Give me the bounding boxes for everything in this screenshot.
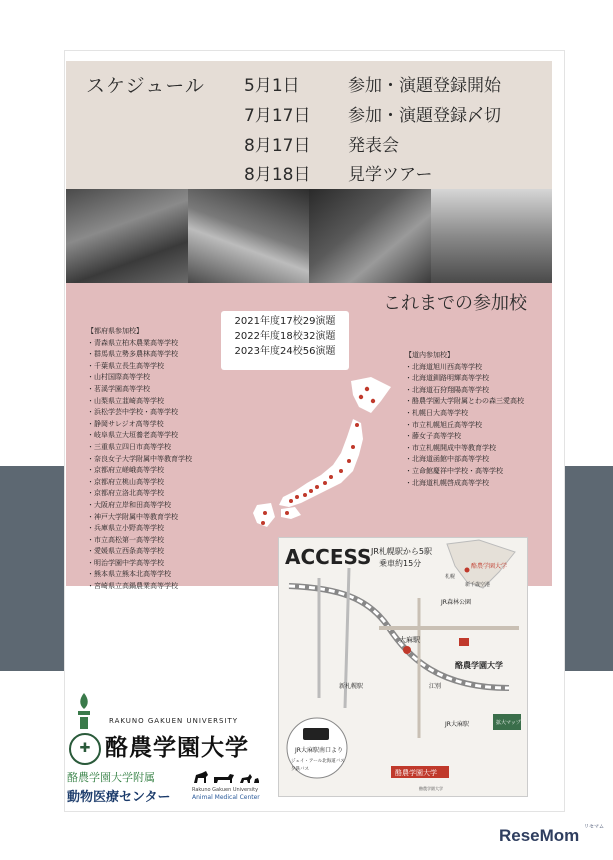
station-ooasa: 大麻駅 [399,636,420,644]
lamp-icon [73,691,95,731]
school-list-item: ・山村国際高等学校 [87,373,150,382]
station-ebetsu: 江別 [429,683,442,690]
prefecture-school-list [87,326,237,593]
schedule-event: 発表会 [348,136,399,156]
inset-airport-label: 新千歳空港 [465,582,491,588]
school-list-item: ・熊本県立熊本北高等学校 [87,570,171,579]
school-list-item: ・市立高松第一高等学校 [87,535,164,544]
bus-line-2: 夕鉄バス [291,767,309,772]
school-list-item: ・愛媛県立西条高等学校 [87,547,164,556]
animals-silhouette-icon [192,769,260,785]
inset-sapporo-label: 札幌 [445,574,456,580]
photo-lab-tour [431,189,553,283]
schedule-event: 参加・演題登録〆切 [348,106,501,126]
school-list-item: ・市立札幌開成中等教育学校 [405,443,496,452]
side-band-left [0,466,64,671]
school-list-item: ・兵庫県立小野高等学校 [87,524,164,533]
school-list-item: ・酪農学園大学附属とわの森三愛高校 [405,397,524,406]
resemom-watermark-small: リセマム [584,824,604,830]
campus-label: 酪農学園大学 [455,661,503,670]
bus-line-1: ジェイ・アール北海道バス [291,759,345,764]
station-shinsapporo: 新札幌駅 [339,683,364,690]
hokkaido-school-list [405,350,555,489]
school-list-item: ・北海道札幌啓成高等学校 [405,478,489,487]
participants-heading: これまでの参加校 [383,293,527,314]
resemom-watermark: ReseMom [499,826,580,845]
bus-title: JR大麻駅南口より [295,747,343,754]
photo-lab-corridor [188,189,310,283]
school-list-item: ・大阪府立岸和田高等学校 [87,500,171,509]
medical-center-name: 動物医療センター [67,790,171,805]
school-list-item: ・市立札幌旭丘高等学校 [405,420,482,429]
school-list-item: ・茗溪学園高等学校 [87,384,150,393]
school-list-item: ・奈良女子大学附属中等教育学校 [87,454,192,463]
access-map-drawing [279,538,527,796]
campus-marker [459,638,469,646]
access-sub1: JR札幌駅から5駅 [371,547,433,556]
list-header: 【都府県参加校】 [87,327,143,335]
university-name-jp: 酪農学園大学 [105,735,249,761]
medical-center-en-1: Rakuno Gakuen University [192,787,259,793]
school-list-item: ・藤女子高等学校 [405,432,461,441]
schedule-row [244,131,399,155]
access-footer: 酪農学園大学 [419,786,443,791]
schedule-row [244,71,501,95]
medical-center-en-2: Animal Medical Center [192,794,260,801]
mini-map-label: 拡大マップ [496,720,521,726]
access-map [278,537,528,797]
campus-flag-label: 酪農学園大学 [395,769,437,777]
bus-icon [303,728,329,740]
japan-map [221,373,401,533]
school-list-item: ・北海道釧路明輝高等学校 [405,374,489,383]
bus-info-box [287,718,347,778]
schedule-row [244,101,501,125]
side-band-right [563,466,613,671]
station-jr-ooasa: JR大麻駅 [445,721,469,728]
schedule-date: 8月17日 [244,136,311,156]
school-list-item: ・三重県立四日市高等学校 [87,442,171,451]
school-list-item: ・北海道函館中部高等学校 [405,455,489,464]
inset-campus-label: 酪農学園大学 [471,563,508,570]
photo-presentation [309,189,431,283]
year-summary: 2021年度17校29演題 [234,316,336,327]
school-list-item: ・神戸大学附属中等教育学校 [87,512,178,521]
school-list-item: ・京都府立嵯峨高等学校 [87,466,164,475]
school-list-item: ・静岡サレジオ高等学校 [87,419,164,428]
school-list-item: ・群馬県立勢多農林高等学校 [87,350,178,359]
access-title: ACCESS [285,545,372,569]
school-list-item: ・明治学園中学高等学校 [87,558,164,567]
schedule-event: 見学ツアー [348,165,433,185]
year-summary-box [221,311,349,370]
schedule-date: 8月18日 [244,165,311,185]
school-list-item: ・千葉県立長生高等学校 [87,361,164,370]
photo-students-hall [66,189,188,283]
school-list-item: ・浜松学芸中学校・高等学校 [87,408,178,417]
access-sub2: 乗車約15分 [379,559,422,568]
list-header: 【道内参加校】 [405,351,454,359]
school-list-item: ・札幌日大高等学校 [405,408,468,417]
university-name-en: RAKUNO GAKUEN UNIVERSITY [109,717,239,725]
university-emblem-icon: ✚ [69,733,101,765]
school-list-item: ・北海道旭川西高等学校 [405,362,482,371]
school-list-item: ・山梨県立韮崎高等学校 [87,396,164,405]
schedule-date: 7月17日 [244,106,311,126]
schedule-date: 5月1日 [244,76,300,96]
university-logo-area [65,689,275,805]
school-list-item: ・北海道石狩翔陽高等学校 [405,385,489,394]
station-shinrin: JR森林公園 [441,599,471,606]
school-list-item: ・岐阜県立大垣養老高等学校 [87,431,178,440]
schedule-panel [66,61,552,189]
photo-strip [66,189,552,283]
school-list-item: ・京都府立洛北高等学校 [87,489,164,498]
schedule-title: スケジュール [86,75,205,97]
affiliated-label: 酪農学園大学附属 [67,771,155,784]
flyer-card [64,50,565,812]
year-summary: 2023年度24校56演題 [234,346,336,357]
school-list-item: ・青森県立柏木農業高等学校 [87,338,178,347]
school-list-item: ・立命館慶祥中学校・高等学校 [405,466,503,475]
schedule-event: 参加・演題登録開始 [348,76,501,96]
school-list-item: ・宮崎県立高鍋農業高等学校 [87,582,178,591]
schedule-row [244,160,433,184]
school-list-item: ・京都府立桃山高等学校 [87,477,164,486]
year-summary: 2022年度18校32演題 [234,331,336,342]
